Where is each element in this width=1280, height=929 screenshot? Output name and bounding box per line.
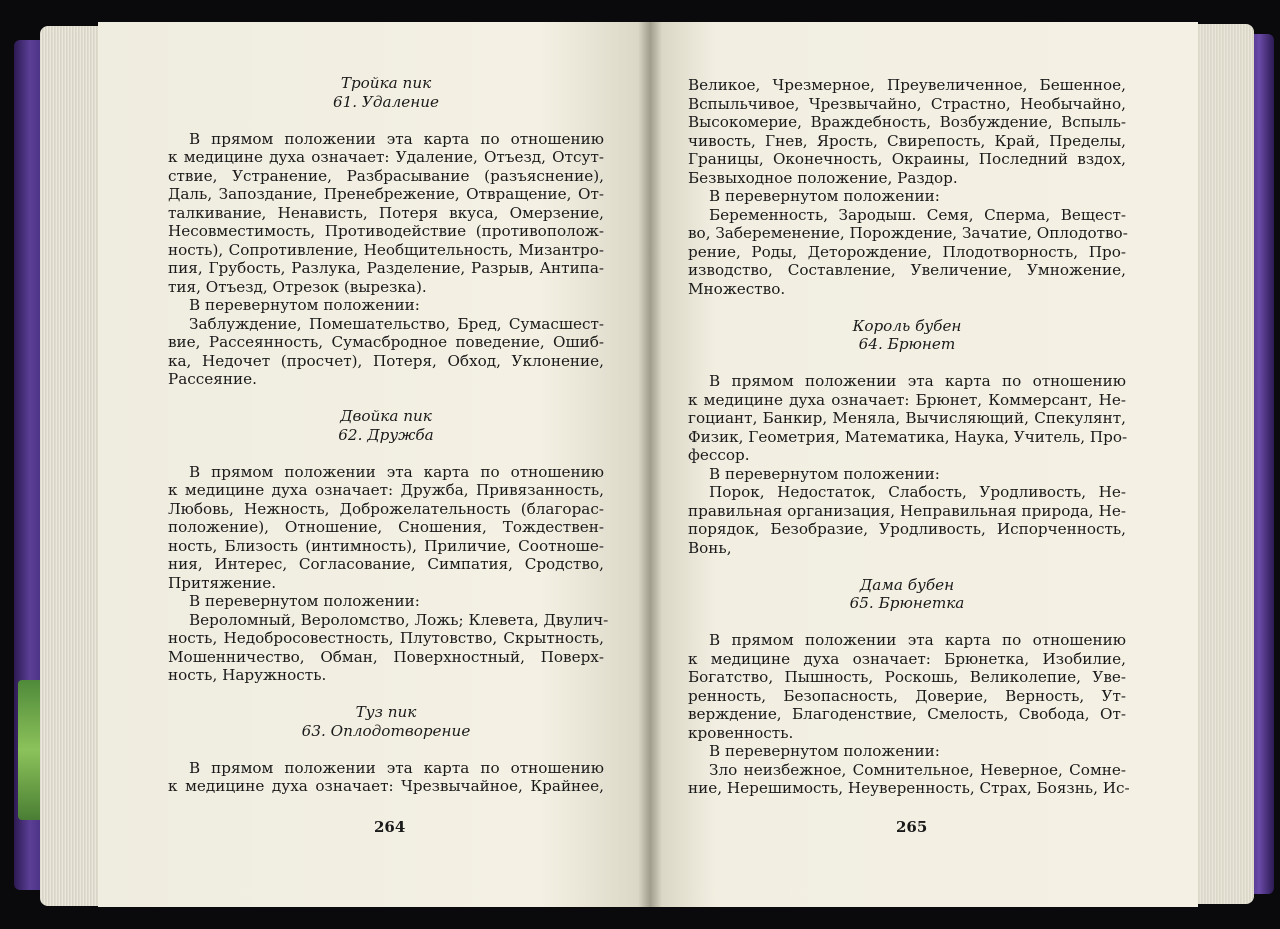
- text-line: к медицине духа означает: Чрезвычайное, Крайнее,: [168, 777, 604, 795]
- text-line: положение), Отношение, Сношения, Тождествен-: [168, 518, 604, 536]
- text-line: ния, Интерес, Согласование, Симпатия, Сродство,: [168, 555, 604, 573]
- page-number: 264: [374, 818, 406, 836]
- text-line: рение, Роды, Деторождение, Плодотворность, Про-: [688, 242, 1126, 261]
- reversed-label: В перевернутом положении:: [709, 187, 940, 205]
- book-gutter: [638, 22, 662, 907]
- page-edges-right: [1194, 24, 1254, 904]
- section-heading: Тройка пик: [340, 74, 432, 92]
- text-line: Множество.: [688, 279, 786, 298]
- section-subheading: 61. Удаление: [332, 92, 440, 111]
- text-line: Рассеяние.: [168, 370, 257, 388]
- section-heading: Туз пик: [355, 703, 417, 721]
- text-line: порядок, Безобразие, Уродливость, Испорченность,: [688, 520, 1126, 538]
- text-line: Физик, Геометрия, Математика, Наука, Учитель, Про-: [688, 427, 1128, 446]
- text-line: изводство, Составление, Увеличение, Умножение,: [688, 261, 1126, 279]
- text-line: Высокомерие, Враждебность, Возбуждение, Вспыль-: [688, 113, 1126, 131]
- text-line: В прямом положении эта карта по отношению: [189, 758, 604, 777]
- text-line: Вероломный, Вероломство, Ложь; Клевета, Двулич-: [189, 610, 609, 629]
- reversed-label: В перевернутом положении:: [709, 742, 940, 760]
- text-line: ность, Близость (интимность), Приличие, Соотноше-: [168, 536, 604, 555]
- section-subheading: 65. Брюнетка: [849, 594, 965, 612]
- text-line: ренность, Безопасность, Доверие, Верность, Ут-: [688, 686, 1126, 705]
- text-line: талкивание, Ненависть, Потеря вкуса, Омерзение,: [168, 203, 604, 222]
- text-line: ность, Наружность.: [168, 666, 327, 684]
- text-line: В прямом положении эта карта по отношению: [189, 462, 604, 481]
- text-line: пия, Грубость, Разлука, Разделение, Разрыв, Антипа-: [168, 259, 604, 277]
- text-line: Заблуждение, Помешательство, Бред, Сумасшест-: [189, 314, 604, 333]
- text-line: Границы, Оконечность, Окраины, Последний вздох,: [688, 150, 1126, 168]
- text-line: гоциант, Банкир, Меняла, Вычисляющий, Спекулянт,: [688, 409, 1126, 427]
- text-line: Мошенничество, Обман, Поверхностный, Поверх-: [168, 647, 604, 666]
- page-number: 265: [896, 818, 928, 836]
- section-heading: Король бубен: [852, 316, 962, 335]
- section-subheading: 64. Брюнет: [858, 335, 956, 353]
- text-line: ность, Недобросовестность, Плутовство, Скрытность,: [168, 629, 604, 647]
- text-line: Зло неизбежное, Сомнительное, Неверное, Сомне-: [709, 760, 1126, 779]
- text-line: Вонь,: [688, 538, 732, 557]
- section-heading: Двойка пик: [340, 407, 432, 425]
- section-subheading: 62. Дружба: [338, 425, 434, 444]
- text-line: тия, Отъезд, Отрезок (вырезка).: [168, 277, 427, 296]
- text-line: Даль, Запоздание, Пренебрежение, Отвращение, От-: [168, 185, 604, 203]
- text-line: ность), Сопротивление, Необщительность, Мизантро-: [168, 240, 604, 259]
- text-line: во, Забеременение, Порождение, Зачатие, Оплодотво-: [688, 224, 1128, 242]
- text-line: Беременность, Зародыш. Семя, Сперма, Вещест-: [709, 205, 1126, 224]
- reversed-label: В перевернутом положении:: [709, 464, 940, 483]
- text-line: кровенность.: [688, 723, 794, 742]
- text-line: к медицине духа означает: Брюнет, Коммерсант, Не-: [688, 390, 1126, 409]
- right-page-text: [688, 76, 1130, 798]
- section-heading: Дама бубен: [859, 575, 955, 594]
- text-line: Великое, Чрезмерное, Преувеличенное, Бешенное,: [688, 76, 1126, 94]
- text-line: ка, Недочет (просчет), Потеря, Обход, Уклонение,: [168, 351, 604, 370]
- section-subheading: 63. Оплодотворение: [301, 721, 471, 740]
- text-line: Безвыходное положение, Раздор.: [688, 168, 958, 187]
- reversed-label: В перевернутом положении:: [189, 296, 420, 314]
- text-line: к медицине духа означает: Удаление, Отъезд, Отсут-: [168, 148, 604, 166]
- text-line: к медицине духа означает: Дружба, Привязанность,: [168, 481, 604, 499]
- text-line: В прямом положении эта карта по отношению: [189, 129, 604, 148]
- text-line: вие, Рассеянность, Сумасбродное поведение, Ошиб-: [168, 333, 604, 351]
- text-line: ствие, Устранение, Разбрасывание (разъяснение),: [168, 166, 604, 185]
- text-line: Любовь, Нежность, Доброжелательность (благорас-: [168, 499, 604, 518]
- text-line: Порок, Недостаток, Слабость, Уродливость, Не-: [709, 483, 1126, 501]
- text-line: Несовместимость, Противодействие (противополож-: [168, 222, 604, 240]
- text-line: Богатство, Пышность, Роскошь, Великолепие, Уве-: [688, 668, 1126, 686]
- text-line: В прямом положении эта карта по отношению: [709, 372, 1126, 390]
- left-page-text: [168, 74, 609, 796]
- text-line: фессор.: [688, 446, 750, 464]
- text-line: верждение, Благоденствие, Смелость, Свобода, От-: [688, 705, 1126, 723]
- text-line: Притяжение.: [168, 573, 277, 592]
- reversed-label: В перевернутом положении:: [189, 592, 420, 610]
- text-line: чивость, Гнев, Ярость, Свирепость, Край, Пределы,: [688, 131, 1126, 150]
- text-line: Вспыльчивое, Чрезвычайно, Страстно, Необычайно,: [688, 94, 1126, 113]
- text-line: В прямом положении эта карта по отношению: [709, 631, 1126, 649]
- right-page: [650, 22, 1198, 907]
- left-page: [98, 22, 650, 907]
- text-line: правильная организация, Неправильная природа, Не-: [688, 501, 1126, 520]
- text-line: к медицине духа означает: Брюнетка, Изобилие,: [688, 649, 1126, 668]
- text-line: ние, Нерешимость, Неуверенность, Страх, Боязнь, Ис-: [688, 779, 1130, 797]
